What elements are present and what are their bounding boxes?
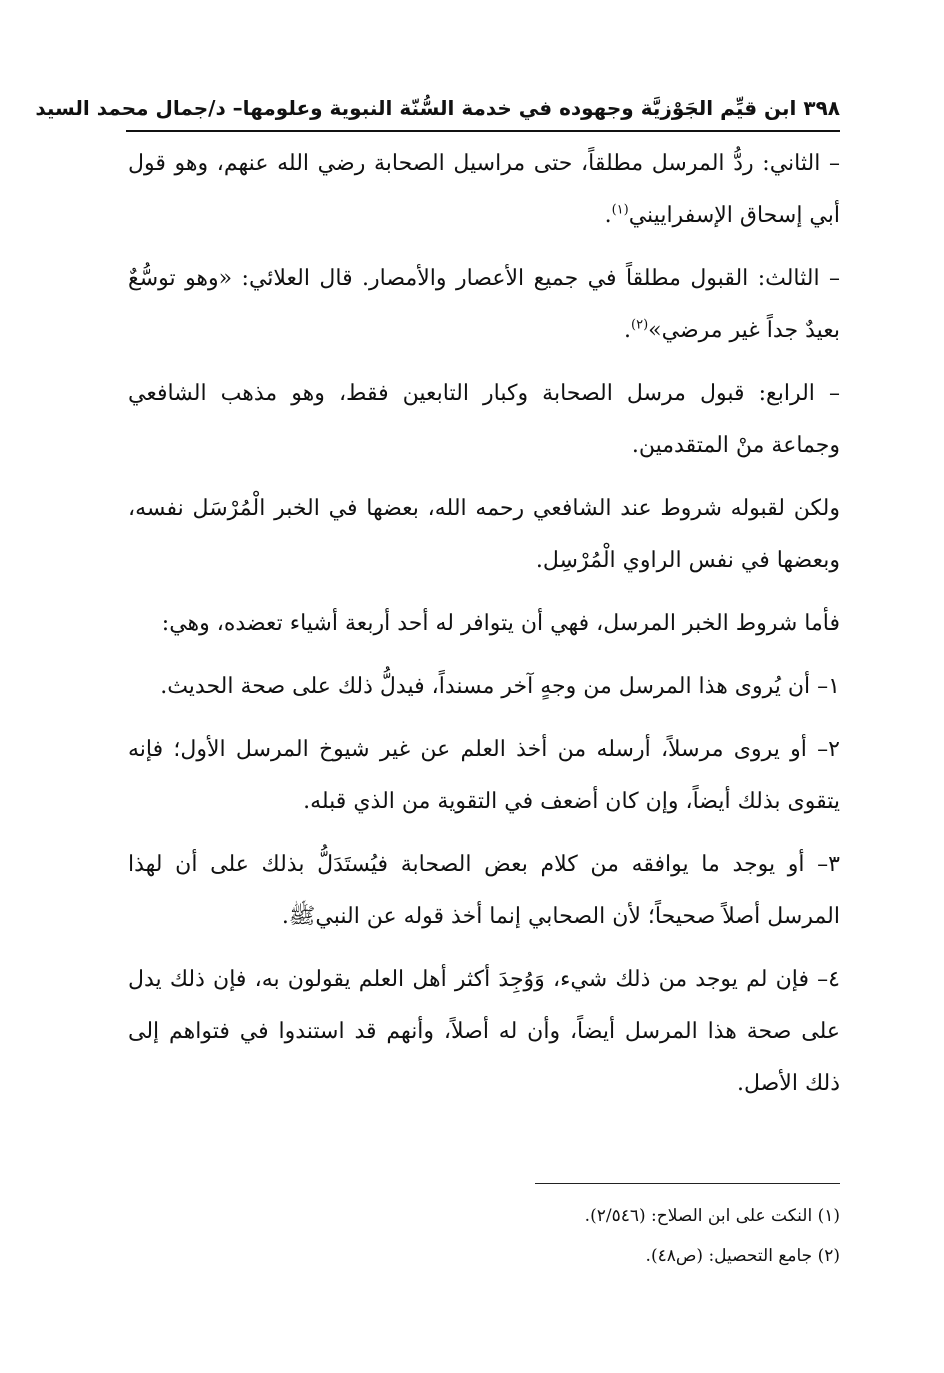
footnote-1: (١) النكت على ابن الصلاح: (٢/٥٤٦). bbox=[584, 1206, 840, 1226]
page-number: ٣٩٨ bbox=[803, 96, 840, 120]
running-title: ابن قيِّم الجَوْزيَّة وجهوده في خدمة السُّنّة النبوية وعلومها– د/جمال محمد السيد bbox=[35, 96, 797, 120]
running-header bbox=[35, 88, 840, 128]
paragraph-third-opinion: – الثالث: القبول مطلقاً في جميع الأعصار والأمصار. قال العلائي: «وهو توسُّعٌ بعيدٌ جداً غير مرضي»$^{(٢)}$. bbox=[128, 266, 840, 343]
header-rule bbox=[126, 130, 840, 132]
footnote-marker-2: (٢) bbox=[631, 317, 649, 333]
main-text bbox=[128, 138, 840, 1121]
paragraph-shafii-conditions: ولكن لقبوله شروط عند الشافعي رحمه الله، بعضها في الخبر الْمُرْسَل نفسه، وبعضها في نفس الراوي الْمُرْسِل. bbox=[128, 496, 840, 573]
footnotes bbox=[300, 1196, 840, 1276]
footnote-marker-1: (١) bbox=[611, 202, 629, 218]
paragraph-conditions-intro: فأما شروط الخبر المرسل، فهي أن يتوافر له أحد أربعة أشياء تعضده، وهي: bbox=[161, 611, 840, 636]
paragraph-condition-4: ٤– فإن لم يوجد من ذلك شيء، وَوُجِدَ أكثر أهل العلم يقولون به، فإن ذلك يدل على صحة هذا المرسل أيضاً، وأن له أصلاً، وأنهم قد استندوا في فتواهم إلى ذلك الأصل. bbox=[128, 967, 840, 1096]
paragraph-fourth-opinion: – الرابع: قبول مرسل الصحابة وكبار التابعين فقط، وهو مذهب الشافعي وجماعة منْ المتقدمين. bbox=[128, 381, 840, 458]
paragraph-condition-3: ٣– أو يوجد ما يوافقه من كلام بعض الصحابة فيُستَدَلُّ بذلك على أن لهذا المرسل أصلاً صحيحاً؛ لأن الصحابي إنما أخذ قوله عن النبيﷺ. bbox=[128, 852, 840, 929]
paragraph-condition-1: ١– أن يُروى هذا المرسل من وجهٍ آخر مسنداً، فيدلُّ ذلك على صحة الحديث. bbox=[160, 674, 840, 699]
paragraph-condition-2: ٢– أو يروى مرسلاً، أرسله من أخذ العلم عن غير شيوخ المرسل الأول؛ فإنه يتقوى بذلك أيضاً، وإن كان أضعف في التقوية من الذي قبله. bbox=[128, 737, 840, 814]
footnote-separator bbox=[535, 1183, 840, 1184]
paragraph-second-opinion: – الثاني: ردُّ المرسل مطلقاً، حتى مراسيل الصحابة رضي الله عنهم، وهو قول أبي إسحاق الإسفراييني$^{(١)}$. bbox=[128, 151, 840, 228]
footnote-2: (٢) جامع التحصيل: (ص٤٨). bbox=[645, 1246, 840, 1266]
